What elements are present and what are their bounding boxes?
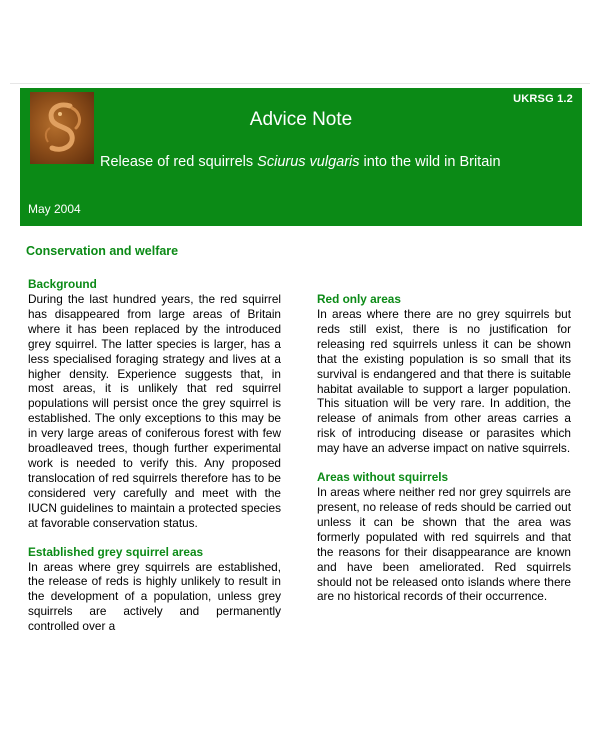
publication-date: May 2004 xyxy=(28,202,81,216)
document-code: UKRSG 1.2 xyxy=(513,93,573,105)
background-paragraph: During the last hundred years, the red squirrel has disappeared from large areas of Britain where it has been replaced by the introduced grey squirrel. The latter species is larger, has a less specialised foraging strategy and lives at a higher density. Experience suggests that, in most areas, it is unlikely that red squirrel populations will persist once the grey squirrel is established. The only exceptions to this may be in very large areas of coniferous forest with few broadleaved trees, though further experimental work is needed to verify this. Any proposed translocation of red squirrels therefore has to be considered very carefully and meet with the IUCN guidelines to maintain a protected species at favorable conservation status. xyxy=(28,292,281,530)
page-title: Advice Note xyxy=(249,109,353,130)
left-column xyxy=(28,277,281,634)
background-heading: Background xyxy=(28,277,97,291)
red-only-paragraph: In areas where there are no grey squirrels but reds still exist, there is no justification for releasing red squirrels unless it can be shown that the existing population is so small that its survival is endangered and that there is suitable habitat available to support a larger population. This situation will be very rare. In addition, the release of animals from other areas carries a risk of introducing disease or parasites which may have an adverse impact on native squirrels. xyxy=(317,307,571,456)
page-subtitle xyxy=(100,154,501,170)
without-squirrels-paragraph: In areas where neither red nor grey squirrels are present, no release of reds should be carried out unless it can be shown that the area was formerly populated with red squirrels and that the reasons for their disappearance are known and have been ameliorated. Red squirrels should not be released onto islands where there are no historical records of their occurrence. xyxy=(317,485,571,604)
red-only-heading: Red only areas xyxy=(317,292,401,306)
header-banner xyxy=(20,88,582,226)
subtitle-species: Sciurus vulgaris xyxy=(257,154,360,170)
right-column xyxy=(317,292,571,604)
section-title: Conservation and welfare xyxy=(26,244,179,258)
without-squirrels-heading: Areas without squirrels xyxy=(317,470,449,485)
subtitle-pre: Release of red squirrels xyxy=(100,154,258,170)
established-paragraph: In areas where grey squirrels are established, the release of reds is highly unlikely to result in the development of a population, unless grey squirrels are actively and permanently controlled over a xyxy=(28,559,281,634)
established-heading: Established grey squirrel areas xyxy=(28,544,204,559)
subtitle-post: into the wild in Britain xyxy=(359,154,501,170)
page-top-rule xyxy=(10,83,590,84)
